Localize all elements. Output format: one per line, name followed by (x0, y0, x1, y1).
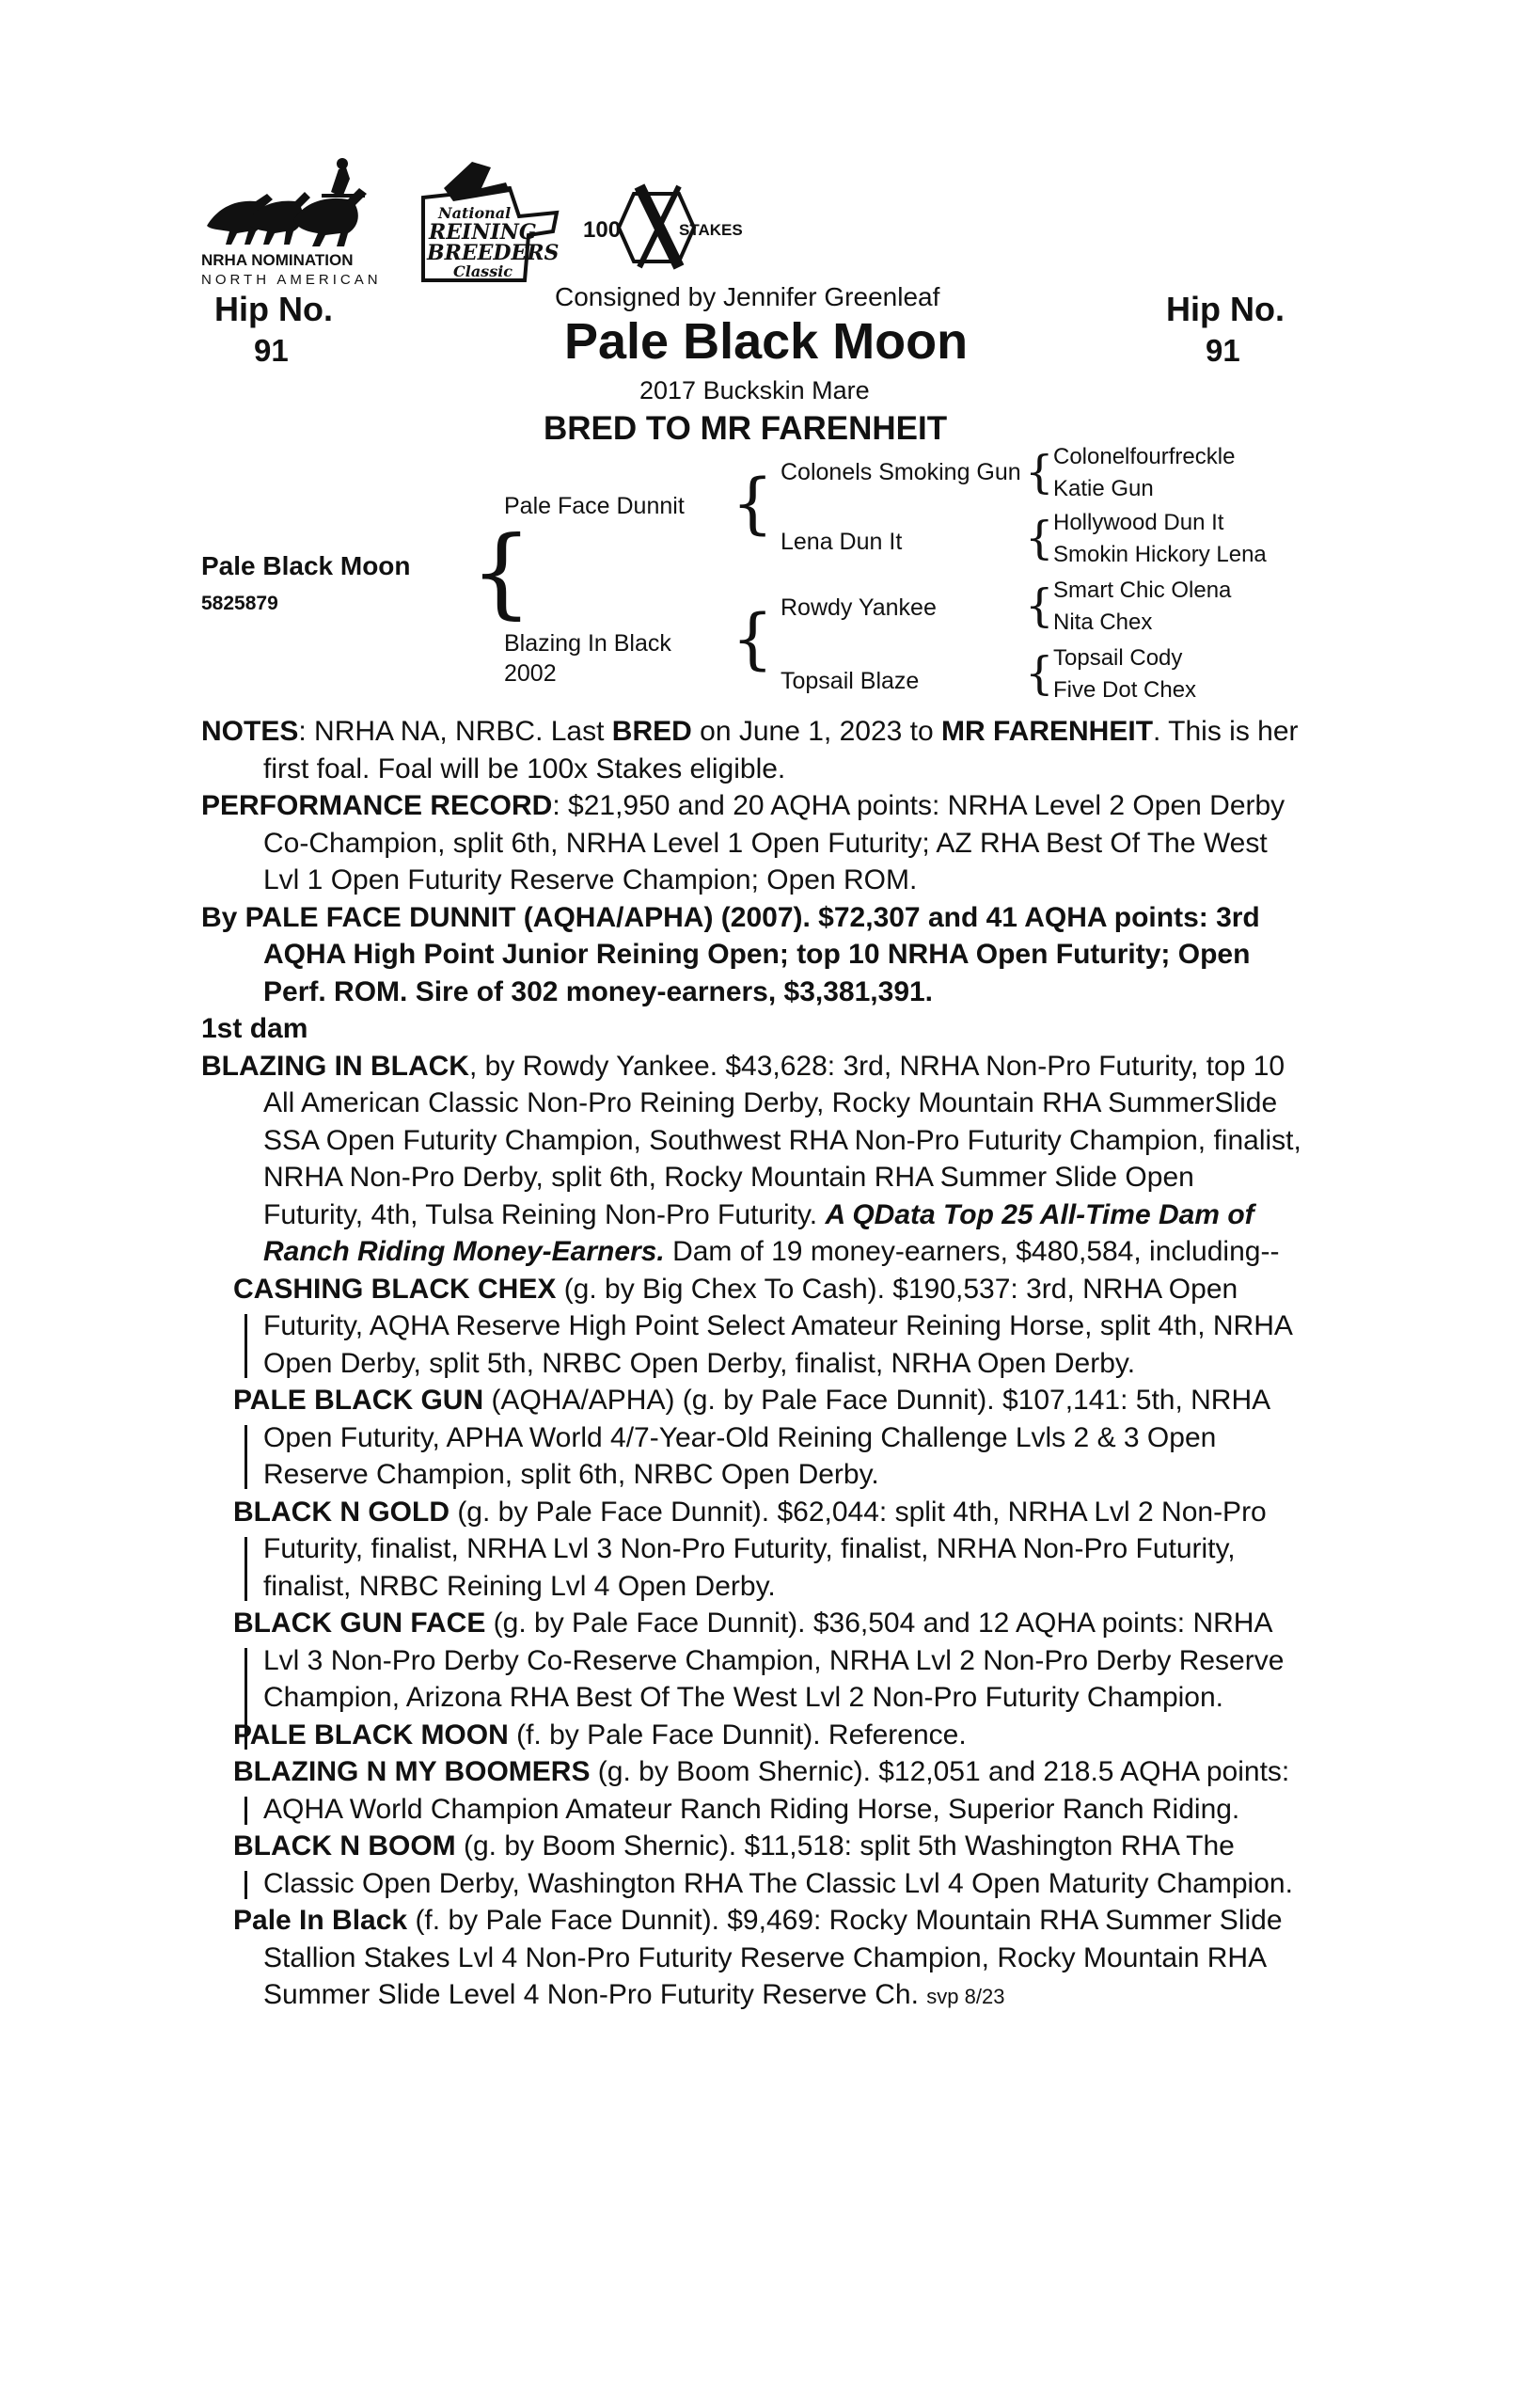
pedigree-brace: { (1025, 647, 1054, 700)
footer-code: svp 8/23 (926, 1985, 1005, 2008)
produce-item (201, 1605, 1301, 1717)
pedigree-sire-dam: Lena Dun It (781, 529, 903, 555)
nrha-nomination-logo (199, 150, 399, 288)
produce-text: (g. by Boom Shernic). $12,051 and 218.5 AQHA points: AQHA World Champion Amateur Ranch Riding Horse, Superior Ranch Riding. (263, 1756, 1290, 1825)
produce-name: BLAZING N MY BOOMERS (233, 1756, 591, 1787)
produce-text: (g. by Pale Face Dunnit). $36,504 and 12 AQHA points: NRHA Lvl 3 Non-Pro Derby Co-Reserve Champion, NRHA Lvl 2 Non-Pro Derby Reserve Champion, Arizona RHA Best Of The West Lvl 2 Non-Pro Futurity Champion. (263, 1608, 1285, 1713)
horse-description: 2017 Buckskin Mare (639, 376, 870, 404)
pedigree-brace: { (470, 515, 533, 629)
produce-bar (244, 1797, 247, 1825)
pedigree-dam-year: 2002 (504, 660, 557, 687)
produce-text: (g. by Pale Face Dunnit). $62,044: split 4th, NRHA Lvl 2 Non-Pro Futurity, finalist, NRHA Lvl 3 Non-Pro Futurity, finalist, NRHA Non-Pro Futurity, finalist, NRBC Reining Lvl 4 Open Derby. (263, 1496, 1267, 1602)
produce-name: BLACK N BOOM (233, 1830, 456, 1861)
horse-name: Pale Black Moon (564, 313, 969, 370)
pedigree-g3: Hollywood Dun It (1053, 510, 1224, 535)
100x-stakes-logo (581, 184, 743, 269)
pedigree-subject: Pale Black Moon (201, 551, 411, 580)
first-dam-heading: 1st dam (201, 1013, 308, 1044)
produce-item (201, 1902, 1301, 2016)
produce-name: Pale In Black (233, 1905, 408, 1936)
produce-name: PALE BLACK MOON (233, 1719, 509, 1751)
nrbc-logo-line2: REINING (429, 220, 537, 245)
notes-paragraph (201, 713, 1301, 787)
notes-text-2: on June 1, 2023 to (691, 716, 942, 747)
first-dam-text-2: Dam of 19 money-earners, $480,584, including-- (664, 1236, 1280, 1267)
pedigree-reg-number: 5825879 (201, 593, 278, 614)
pedigree-g1: Colonelfourfreckle (1053, 444, 1236, 469)
notes-bred: BRED (611, 716, 692, 747)
produce-text: (g. by Boom Shernic). $11,518: split 5th Washington RHA The Classic Open Derby, Washington RHA The Classic Lvl 4 Open Maturity Champion. (263, 1830, 1293, 1899)
produce-bar (244, 1537, 247, 1601)
pedigree-g7: Topsail Cody (1053, 645, 1183, 671)
notes-text-1: : NRHA NA, NRBC. Last (298, 716, 612, 747)
produce-name: CASHING BLACK CHEX (233, 1273, 557, 1305)
notes-stallion: MR FARENHEIT (941, 716, 1154, 747)
first-dam-name: BLAZING IN BLACK (201, 1050, 469, 1082)
performance-text: : $21,950 and 20 AQHA points: NRHA Level 2 Open Derby Co-Champion, split 6th, NRHA Level 1 Open Futurity; AZ RHA Best Of The West Lvl 1 Open Futurity Reserve Champion; Open ROM. (263, 790, 1285, 895)
notes-label: NOTES (201, 716, 299, 747)
consignor: Consigned by Jennifer Greenleaf (555, 282, 940, 311)
performance-label: PERFORMANCE RECORD (201, 790, 553, 821)
100x-logo-left: 100 (583, 217, 622, 243)
pedigree-brace: { (1025, 446, 1054, 499)
produce-bar (244, 1871, 247, 1899)
performance-paragraph (201, 787, 1301, 899)
nrbc-logo-line4: Classic (453, 262, 513, 280)
pedigree-dam-sire: Rowdy Yankee (781, 594, 937, 621)
produce-item (201, 1271, 1301, 1383)
pedigree-brace: { (732, 600, 774, 677)
nrbc-logo-line3: BREEDERS (427, 241, 560, 265)
hip-number-right: 91 (1206, 333, 1240, 368)
bred-to-heading: BRED TO MR FARENHEIT (544, 410, 948, 447)
produce-item (201, 1382, 1301, 1494)
first-dam-text: , by Rowdy Yankee. $43,628: 3rd, NRHA Non-Pro Futurity, top 10 All American Classic Non-Pro Reining Derby, Rocky Mountain RHA SummerSlide SSA Open Futurity Champion, Southwest RHA Non-Pro Futurity Champion, finalist, NRHA Non-Pro Derby, split 6th, Rocky Mountain RHA Summer Slide Open Futurity, 4th, Tulsa Reining Non-Pro Futurity. (263, 1050, 1301, 1230)
produce-list (201, 1271, 1301, 2016)
nrha-logo-line1: NRHA NOMINATION (201, 251, 354, 269)
pedigree-dam: Blazing In Black (504, 630, 671, 657)
produce-text: (f. by Pale Face Dunnit). $9,469: Rocky Mountain RHA Summer Slide Stallion Stakes Lvl 4 Non-Pro Futurity Reserve Champion, Rocky Mountain RHA Summer Slide Level 4 Non-Pro Futurity Reserve Ch. (263, 1905, 1283, 2010)
hip-label-left: Hip No. (214, 290, 333, 328)
hip-number-left: 91 (254, 333, 289, 368)
pedigree-g2: Katie Gun (1053, 476, 1154, 501)
produce-item (201, 1494, 1301, 1606)
first-dam-highlight: A QData Top 25 All-Time Dam of Ranch Riding Money-Earners. (263, 1198, 1254, 1267)
pedigree-g6: Nita Chex (1053, 610, 1153, 635)
nrbc-logo-line1: National (438, 204, 512, 222)
hip-label-right: Hip No. (1166, 290, 1285, 328)
pedigree-brace: { (732, 465, 774, 542)
sire-paragraph: By PALE FACE DUNNIT (AQHA/APHA) (2007). $72,307 and 41 AQHA points: 3rd AQHA High Point Junior Reining Open; top 10 NRHA Open Futurity; Open Perf. ROM. Sire of 302 money-earners, $3,381,391. (201, 901, 1260, 1007)
produce-text: (g. by Big Chex To Cash). $190,537: 3rd, NRHA Open Futurity, AQHA Reserve High Point Select Amateur Reining Horse, split 4th, NRHA Open Derby, split 5th, NRBC Open Derby, finalist, NRHA Open Derby. (263, 1273, 1292, 1379)
produce-item (201, 1753, 1301, 1828)
produce-item (201, 1717, 1301, 1754)
produce-name: BLACK GUN FACE (233, 1608, 486, 1639)
nrha-logo-line2: NORTH AMERICAN (201, 272, 382, 288)
first-dam-paragraph (201, 1048, 1301, 1271)
pedigree-sire: Pale Face Dunnit (504, 493, 685, 519)
pedigree-g4: Smokin Hickory Lena (1053, 542, 1267, 567)
100x-logo-right: STAKES (679, 221, 743, 239)
pedigree-brace: { (1025, 512, 1054, 564)
produce-bar (244, 1314, 247, 1378)
produce-text: (AQHA/APHA) (g. by Pale Face Dunnit). $107,141: 5th, NRHA Open Futurity, APHA World 4/7-Year-Old Reining Challenge Lvls 2 & 3 Open Reserve Champion, split 6th, NRBC Open Derby. (263, 1385, 1270, 1490)
notes-text-3: . This is her first foal. Foal will be 100x Stakes eligible. (263, 716, 1299, 784)
produce-name: PALE BLACK GUN (233, 1385, 484, 1416)
pedigree-sire-sire: Colonels Smoking Gun (781, 459, 1021, 485)
catalog-body (201, 713, 1301, 2016)
produce-item (201, 1828, 1301, 1902)
produce-text: (f. by Pale Face Dunnit). Reference. (508, 1719, 967, 1751)
pedigree-dam-dam: Topsail Blaze (781, 668, 920, 694)
pedigree-brace: { (1025, 579, 1054, 632)
produce-name: BLACK N GOLD (233, 1496, 449, 1528)
nrbc-logo (416, 160, 568, 288)
pedigree-g8: Five Dot Chex (1053, 677, 1197, 703)
pedigree-g5: Smart Chic Olena (1053, 578, 1232, 603)
produce-bar (244, 1425, 247, 1489)
